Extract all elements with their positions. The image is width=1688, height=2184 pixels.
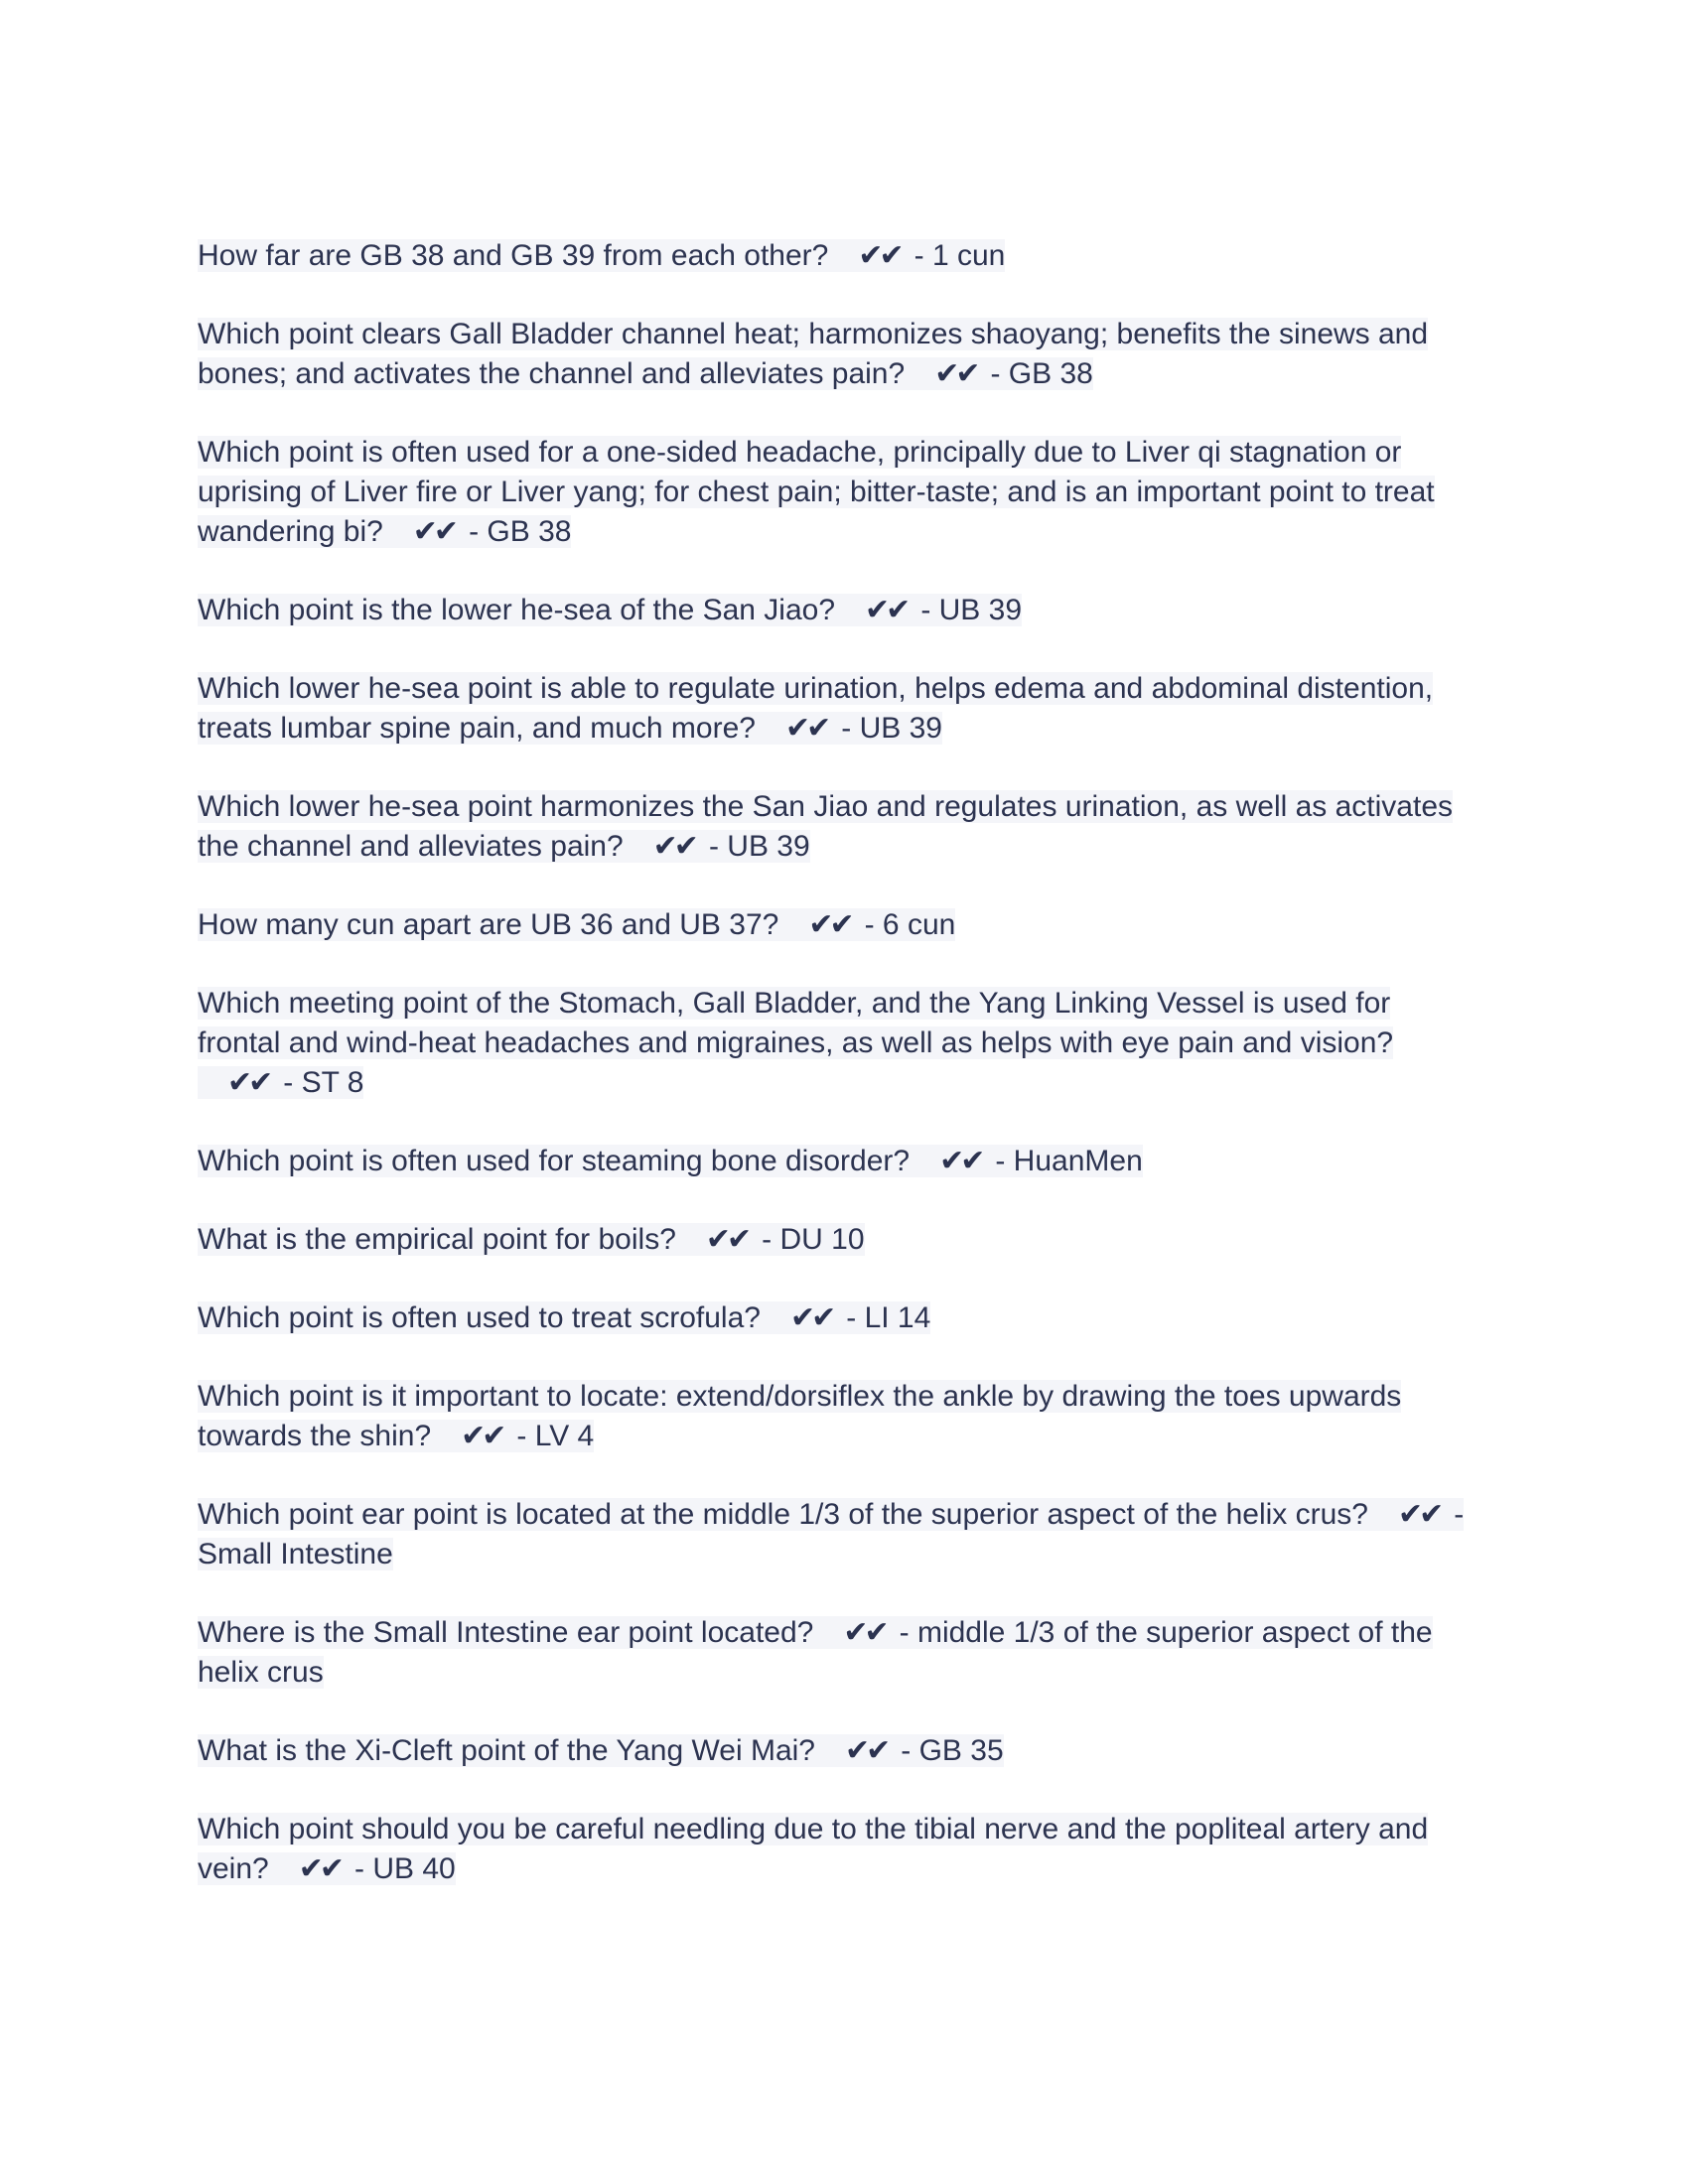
double-check-icon: ✔✔ (705, 1223, 749, 1256)
answer-text: - DU 10 (762, 1223, 865, 1256)
double-check-icon: ✔✔ (461, 1420, 503, 1452)
qa-highlight (198, 239, 1005, 272)
qa-item (198, 433, 1478, 552)
qa-highlight (198, 908, 955, 941)
qa-highlight (198, 1734, 1004, 1767)
qa-highlight (198, 1813, 1428, 1885)
qa-highlight (198, 1223, 865, 1256)
double-check-icon: ✔✔ (298, 1852, 341, 1885)
question-text: Which point is often used for steaming bone disorder? (198, 1145, 911, 1177)
qa-highlight (198, 672, 1433, 745)
double-check-icon: ✔✔ (939, 1145, 982, 1177)
qa-highlight (198, 790, 1453, 863)
answer-text: - 6 cun (864, 908, 956, 941)
question-text: Which point should you be careful needling due to the tibial nerve and the popliteal artery and vein? (198, 1813, 1429, 1885)
double-check-icon: ✔✔ (843, 1616, 886, 1649)
qa-item (198, 1613, 1478, 1693)
double-check-icon: ✔✔ (784, 712, 828, 745)
double-check-icon: ✔✔ (789, 1301, 833, 1334)
answer-text: - middle 1/3 of the superior aspect of the helix crus (198, 1616, 1433, 1689)
qa-highlight (198, 1301, 930, 1334)
double-check-icon: ✔✔ (1398, 1498, 1441, 1531)
double-check-icon: ✔✔ (844, 1734, 888, 1767)
answer-text: - UB 40 (354, 1852, 456, 1885)
double-check-icon: ✔✔ (865, 594, 908, 626)
qa-highlight (198, 1498, 1464, 1570)
qa-item (198, 1810, 1478, 1889)
question-text: Where is the Small Intestine ear point located? (198, 1616, 814, 1649)
qa-highlight (198, 1616, 1433, 1689)
answer-text: - GB 38 (469, 515, 572, 548)
double-check-icon: ✔✔ (652, 830, 695, 863)
double-check-icon: ✔✔ (858, 239, 901, 272)
qa-item (198, 1298, 1478, 1338)
qa-highlight (198, 1145, 1143, 1177)
question-text: Which point is the lower he-sea of the San Jiao? (198, 594, 836, 626)
answer-text: - ST 8 (283, 1066, 364, 1099)
qa-item (198, 787, 1478, 867)
qa-item (198, 1731, 1478, 1771)
qa-highlight (198, 436, 1435, 548)
answer-text: - Small Intestine (198, 1498, 1465, 1570)
answer-text: - HuanMen (995, 1145, 1143, 1177)
question-text: Which meeting point of the Stomach, Gall Bladder, and the Yang Linking Vessel is used for frontal and wind-heat headaches and migraines, as well as helps with eye pain and vision? (198, 987, 1394, 1059)
qa-item (198, 984, 1478, 1103)
answer-text: - GB 38 (990, 357, 1093, 390)
question-text: What is the Xi-Cleft point of the Yang Wei Mai? (198, 1734, 815, 1767)
answer-text: - LV 4 (516, 1420, 595, 1452)
qa-item (198, 315, 1478, 394)
question-text: What is the empirical point for boils? (198, 1223, 676, 1256)
answer-text: - 1 cun (914, 239, 1006, 272)
qa-item (198, 1495, 1478, 1574)
double-check-icon: ✔✔ (808, 908, 851, 941)
answer-text: - LI 14 (846, 1301, 931, 1334)
double-check-icon: ✔✔ (227, 1066, 270, 1099)
question-text: Which lower he-sea point is able to regulate urination, helps edema and abdominal distention, treats lumbar spine pain, and much more? (198, 672, 1434, 745)
qa-item (198, 236, 1478, 276)
answer-text: - UB 39 (708, 830, 810, 863)
question-text: How far are GB 38 and GB 39 from each other? (198, 239, 829, 272)
question-text: Which point is often used for a one-sided headache, principally due to Liver qi stagnation or uprising of Liver fire or Liver yang; for chest pain; bitter-taste; and is an important point to treat wandering bi? (198, 436, 1435, 548)
qa-item (198, 669, 1478, 749)
qa-item (198, 1377, 1478, 1456)
question-text: Which point clears Gall Bladder channel heat; harmonizes shaoyang; benefits the sinews and bones; and activates the channel and alleviates pain? (198, 318, 1429, 390)
qa-item (198, 1220, 1478, 1260)
qa-highlight (198, 318, 1428, 390)
question-text: Which point is it important to locate: extend/dorsiflex the ankle by drawing the toes upwards towards the shin? (198, 1380, 1402, 1452)
qa-highlight (198, 987, 1393, 1099)
question-text: Which lower he-sea point harmonizes the San Jiao and regulates urination, as well as activates the channel and alleviates pain? (198, 790, 1454, 863)
flashcard-document (198, 236, 1478, 1928)
answer-text: - UB 39 (920, 594, 1023, 626)
question-text: Which point ear point is located at the middle 1/3 of the superior aspect of the helix crus? (198, 1498, 1368, 1531)
double-check-icon: ✔✔ (934, 357, 977, 390)
qa-item (198, 905, 1478, 945)
answer-text: - UB 39 (841, 712, 942, 745)
question-text: Which point is often used to treat scrofula? (198, 1301, 761, 1334)
qa-highlight (198, 1380, 1401, 1452)
question-text: How many cun apart are UB 36 and UB 37? (198, 908, 779, 941)
qa-highlight (198, 594, 1022, 626)
qa-item (198, 591, 1478, 630)
answer-text: - GB 35 (901, 1734, 1004, 1767)
qa-item (198, 1142, 1478, 1181)
double-check-icon: ✔✔ (412, 515, 456, 548)
